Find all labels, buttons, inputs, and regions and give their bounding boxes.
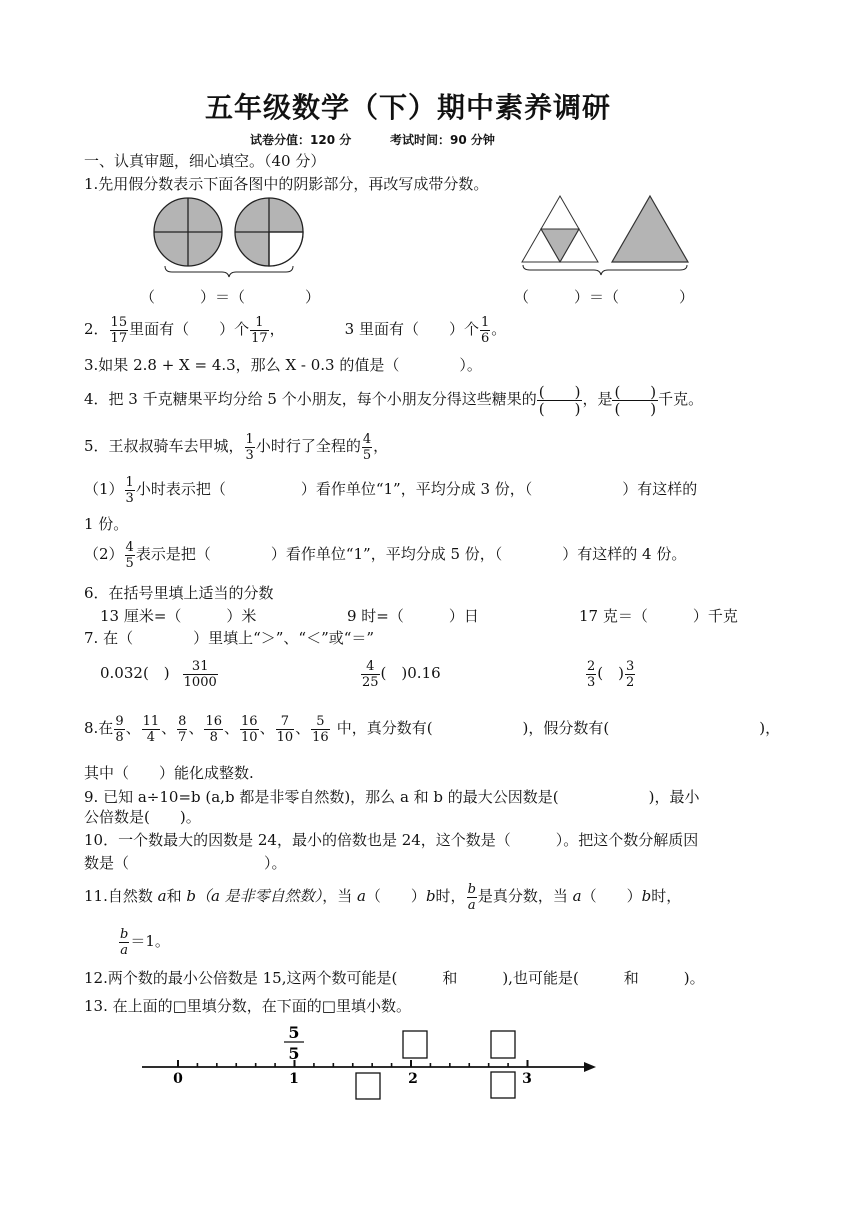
fraction: $\frac{1}{3}$ xyxy=(245,431,254,463)
number-line-fraction-numerator: 5 xyxy=(288,1023,300,1042)
question-6-a[interactable]: 13 厘米=（ ）米 xyxy=(100,607,257,625)
compare-blank[interactable]: 0.032( ) xyxy=(100,664,170,682)
score-info: 试卷分值：120 分 xyxy=(250,133,352,147)
question-2-text-d: 。 xyxy=(491,320,507,338)
question-6-text: 6．在括号里填上适当的分数 xyxy=(84,584,274,602)
question-4-text-a: 4．把 3 千克糖果平均分给 5 个小朋友，每个小朋友分得这些糖果的 xyxy=(84,390,537,408)
question-11-blank-2[interactable]: （ ） xyxy=(581,887,642,905)
fraction: $\frac{1}{6}$ xyxy=(480,314,490,346)
question-2-text-c[interactable]: 3 里面有（ ）个 xyxy=(344,320,479,338)
blank-fraction[interactable]: ( ) ( ) xyxy=(538,382,581,418)
fraction: $\frac{4}{25}$ xyxy=(362,658,379,690)
separator: 、 xyxy=(161,719,177,737)
question-11-text: ，当 xyxy=(322,887,357,905)
fraction: $\frac{2}{3}$ xyxy=(587,658,596,690)
fraction: $\frac{b}{a}$ xyxy=(467,881,476,913)
question-10-line-1[interactable]: 10．一个数最大的因数是 24，最小的倍数也是 24，这个数是（ ）。把这个数分解质因 xyxy=(84,831,699,849)
question-5-text-c: ， xyxy=(373,437,389,455)
fraction: $\frac{31}{1000}$ xyxy=(183,658,217,690)
sub-number: （1） xyxy=(84,480,124,498)
answer-box-top-1[interactable] xyxy=(403,1031,427,1058)
question-1-blank-left[interactable]: （ ）＝（ ） xyxy=(140,288,321,306)
question-13-text: 13. 在上面的□里填分数，在下面的□里填小数。 xyxy=(84,997,411,1015)
separator: 、 xyxy=(188,719,204,737)
question-12[interactable]: 12.两个数的最小公倍数是 15,这两个数可能是( 和 ),也可能是( 和 )。 xyxy=(84,969,705,987)
question-2-text-b: ， xyxy=(269,320,285,338)
question-4-text-b: ，是 xyxy=(582,390,613,408)
separator: 、 xyxy=(259,719,275,737)
separator: 、 xyxy=(125,719,141,737)
answer-box-bottom-2[interactable] xyxy=(491,1072,515,1098)
answer-box-top-2[interactable] xyxy=(491,1031,515,1058)
question-11-text: 11.自然数 xyxy=(84,887,158,905)
separator: 、 xyxy=(224,719,240,737)
time-info: 考试时间：90 分钟 xyxy=(390,133,495,147)
tick-label: 0 xyxy=(173,1071,183,1087)
question-5-sub-1-cont: 1 份。 xyxy=(84,515,129,533)
fraction: $\frac{4}{5}$ xyxy=(125,539,134,571)
question-3[interactable]: 3.如果 2.8 + X = 4.3，那么 X - 0.3 的值是（ ）。 xyxy=(84,356,482,374)
question-5-text-b: 小时行了全程的 xyxy=(255,437,361,455)
var-b: b xyxy=(641,887,652,905)
question-5-sub-1-text[interactable]: 小时表示把（ ）看作单位“1”，平均分成 3 份，（ ）有这样的 xyxy=(135,480,698,498)
var-b: b xyxy=(186,887,196,905)
question-11-blank-1[interactable]: （ ） xyxy=(365,887,426,905)
question-7-text: 7. 在（ ）里填上“＞”、“＜”或“＝” xyxy=(84,629,375,647)
compare-blank[interactable]: ( )0.16 xyxy=(380,664,441,682)
number-line-fraction-denominator: 5 xyxy=(288,1044,300,1063)
question-10-line-2[interactable]: 数是（ ）。 xyxy=(84,854,287,872)
question-8-text-a: 8.在 xyxy=(84,719,114,737)
question-11-text: 时， xyxy=(651,887,682,905)
compare-blank[interactable]: ( ) xyxy=(597,664,624,682)
question-5-text-a: 5．王叔叔骑车去甲城， xyxy=(84,437,244,455)
question-11-text: ＝1。 xyxy=(130,932,170,950)
question-5-sub-2-text[interactable]: 表示是把（ ）看作单位“1”，平均分成 5 份，（ ）有这样的 4 份。 xyxy=(135,545,687,563)
fraction: $\frac{7}{10}$ xyxy=(276,713,294,745)
fraction: $\frac{4}{5}$ xyxy=(362,431,372,463)
question-8-text-b[interactable]: 中，真分数有( )，假分数有( )， xyxy=(336,719,781,737)
question-11-text: 和 xyxy=(166,887,187,905)
tick-label: 3 xyxy=(522,1071,532,1087)
blank-fraction[interactable]: ( ) ( ) xyxy=(614,382,657,418)
question-6-c[interactable]: 17 克＝（ ）千克 xyxy=(579,607,738,625)
fraction: $\frac{8}{7}$ xyxy=(178,713,187,745)
fraction: $\frac{16}{8}$ xyxy=(205,713,223,745)
question-1-blank-right[interactable]: （ ）＝（ ） xyxy=(514,288,695,306)
question-8-cont[interactable]: 其中（ ）能化成整数. xyxy=(84,764,254,782)
question-4-text-c: 千克。 xyxy=(658,390,704,408)
question-11-note: （a 是非零自然数） xyxy=(195,887,323,905)
question-11-text: 是真分数，当 xyxy=(477,887,573,905)
fraction: $\frac{3}{2}$ xyxy=(626,658,635,690)
question-11-text: 时， xyxy=(435,887,466,905)
separator: 、 xyxy=(295,719,311,737)
answer-box-bottom-1[interactable] xyxy=(356,1073,380,1099)
page-title: 五年级数学（下）期中素养调研 xyxy=(205,91,612,124)
question-2-text-a[interactable]: 里面有（ ）个 xyxy=(129,320,250,338)
var-b: b xyxy=(425,887,436,905)
var-a: a xyxy=(157,887,167,905)
question-1-text: 1.先用假分数表示下面各图中的阴影部分，再改写成带分数。 xyxy=(84,175,489,193)
fraction: $\frac{16}{10}$ xyxy=(241,713,258,745)
fraction: $\frac{15}{17}$ xyxy=(110,314,128,346)
var-a: a xyxy=(572,887,582,905)
sub-number: （2） xyxy=(84,545,124,563)
question-6-b[interactable]: 9 时=（ ）日 xyxy=(347,607,479,625)
section-heading: 一、认真审题，细心填空。（40 分） xyxy=(84,152,326,170)
fraction: $\frac{5}{16}$ xyxy=(312,713,329,745)
fraction: $\frac{b}{a}$ xyxy=(120,926,129,958)
question-9-line-2[interactable]: 公倍数是( )。 xyxy=(84,808,201,826)
fraction: $\frac{9}{8}$ xyxy=(115,713,124,745)
tick-label: 2 xyxy=(408,1071,418,1087)
question-9-line-1[interactable]: 9. 已知 a÷10=b (a,b 都是非零自然数)，那么 a 和 b 的最大公因数是( )，最小 xyxy=(84,788,700,806)
question-2-number: 2． xyxy=(84,320,109,338)
fraction: $\frac{11}{4}$ xyxy=(142,713,160,745)
var-a: a xyxy=(356,887,366,905)
fraction: $\frac{1}{3}$ xyxy=(125,474,134,506)
tick-label: 1 xyxy=(289,1071,299,1087)
fraction: $\frac{1}{17}$ xyxy=(251,314,268,346)
